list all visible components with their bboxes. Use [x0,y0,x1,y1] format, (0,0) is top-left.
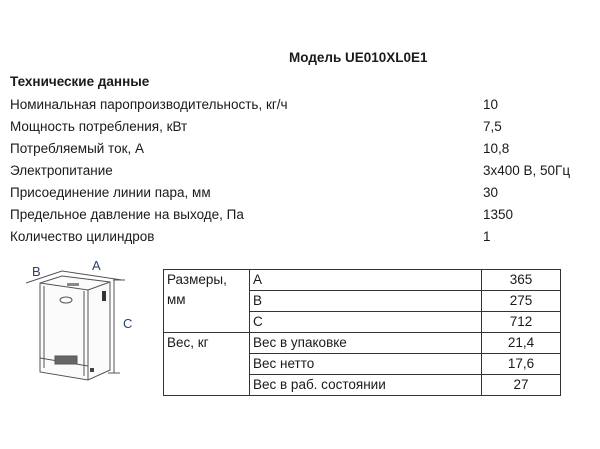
spec-row-power-supply [10,163,590,185]
spec-label: Мощность потребления, кВт [10,119,188,134]
table-cell-name: Вес нетто [250,354,482,375]
spec-label: Электропитание [10,163,113,178]
spec-label: Предельное давление на выходе, Па [10,207,244,222]
spec-row-max-pressure [10,207,590,229]
spec-value: 1 [483,229,491,244]
spec-value: 30 [483,185,499,200]
spec-value: 1350 [483,207,514,222]
spec-label: Присоединение линии пара, мм [10,185,211,200]
humidifier-unit-icon [10,258,155,398]
table-cell-name: Вес в упаковке [250,333,482,354]
spec-value: 3x400 В, 50Гц [483,163,571,178]
diagram-label-c: C [123,316,133,331]
group-label-dimensions: Размеры, мм [164,270,250,333]
table-cell-value: 712 [482,312,561,333]
diagram-label-a: A [92,258,101,273]
spec-row-current [10,141,590,163]
table-cell-name: C [250,312,482,333]
table-cell-value: 365 [482,270,561,291]
spec-value: 7,5 [483,119,502,134]
spec-row-power [10,119,590,141]
model-title: Модель UE010XL0E1 [289,50,428,65]
table-cell-value: 275 [482,291,561,312]
table-cell-value: 27 [482,375,561,396]
spec-label: Количество цилиндров [10,229,155,244]
dimensions-weight-table [163,269,561,396]
table-row [164,270,561,291]
humidifier-dimension-diagram [10,258,155,398]
diagram-label-b: B [32,264,41,279]
spec-row-cylinders [10,229,590,251]
spec-row-steam-capacity [10,97,590,119]
table-cell-name: A [250,270,482,291]
table-cell-value: 17,6 [482,354,561,375]
spec-row-steam-connection [10,185,590,207]
table-cell-value: 21,4 [482,333,561,354]
spec-label: Номинальная паропроизводительность, кг/ч [10,97,288,112]
table-row [164,333,561,354]
spec-label: Потребляемый ток, А [10,141,145,156]
spec-value: 10,8 [483,141,510,156]
table-cell-name: Вес в раб. состоянии [250,375,482,396]
specs-section-title: Технические данные [10,74,150,89]
table-cell-name: B [250,291,482,312]
group-label-weight: Вес, кг [164,333,250,396]
spec-value: 10 [483,97,499,112]
